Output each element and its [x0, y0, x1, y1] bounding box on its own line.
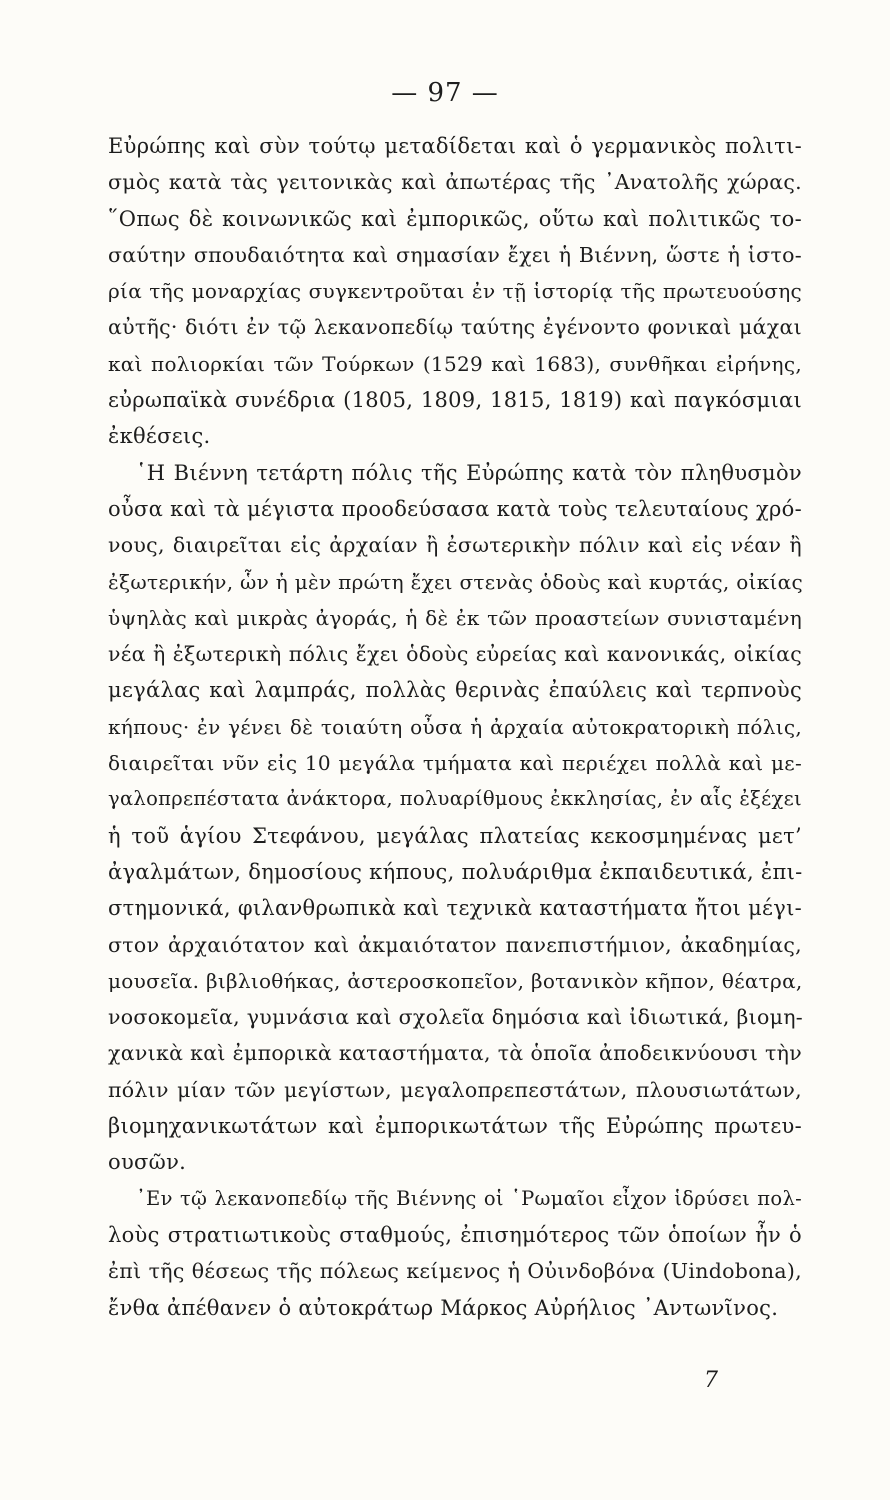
text-line: στημονικά, φιλανθρωπικὰ καὶ τεχνικὰ καταστήματα ἤτοι μέγι- — [108, 896, 802, 921]
text-line: λοὺς στρατιωτικοὺς σταθμούς, ἐπισημότερος τῶν ὁποίων ἦν ὁ — [108, 1222, 802, 1247]
text-line: βιομηχανικωτάτων καὶ ἐμπορικωτάτων τῆς Εὐρώπης πρωτευ- — [108, 1114, 802, 1139]
text-line: ἐκθέσεις. — [108, 424, 211, 449]
text-line: νοσοκομεῖα, γυμνάσια καὶ σχολεῖα δημόσια καὶ ἰδιωτικά, βιομη- — [108, 1005, 804, 1030]
text-line: σμὸς κατὰ τὰς γειτονικὰς καὶ ἀπωτέρας τῆς ᾿Ανατολῆς χώρας. — [108, 170, 802, 195]
text-line: ῾Η Βιέννη τετάρτη πόλις τῆς Εὐρώπης κατὰ τὸν πληθυσμὸν — [136, 460, 802, 485]
text-line: ᾿Εν τῷ λεκανοπεδίῳ τῆς Βιέννης οἱ ῾Ρωμαῖοι εἶχον ἱδρύσει πολ- — [136, 1186, 802, 1210]
text-line: μεγάλας καὶ λαμπράς, πολλὰς θερινὰς ἐπαύλεις καὶ τερπνοὺς — [108, 678, 802, 703]
text-line: εὐρωπαϊκὰ συνέδρια (1805, 1809, 1815, 1819) καὶ παγκόσμιαι — [108, 388, 802, 413]
text-line: ρία τῆς μοναρχίας συγκεντροῦται ἐν τῇ ἱστορίᾳ τῆς πρωτευούσης — [108, 279, 802, 304]
text-line: ἡ τοῦ ἁγίου Στεφάνου, μεγάλας πλατείας κεκοσμημένας μετ’ — [108, 823, 802, 848]
text-line: καὶ πολιορκίαι τῶν Τούρκων (1529 καὶ 1683), συνθῆκαι εἰρήνης, — [108, 351, 802, 376]
text-line: στον ἀρχαιότατον καὶ ἀκμαιότατον πανεπιστήμιον, ἀκαδημίας, — [108, 932, 802, 957]
text-line: ὑψηλὰς καὶ μικρὰς ἀγοράς, ἡ δὲ ἐκ τῶν προαστείων συνισταμένη — [108, 605, 802, 630]
text-line: μουσεῖα. βιβλιοθήκας, ἀστεροσκοπεῖον, βοτανικὸν κῆπον, θέατρα, — [108, 968, 803, 993]
text-line: χανικὰ καὶ ἐμπορικὰ καταστήματα, τὰ ὁποῖα ἀποδεικνύουσι τὴν — [108, 1041, 802, 1066]
text-line: γαλοπρεπέστατα ἀνάκτορα, πολυαρίθμους ἐκκλησίας, ἐν αἷς ἐξέχει — [108, 787, 802, 811]
page-number: — 97 — — [391, 78, 499, 108]
printer-signature-mark: 7 — [704, 1368, 718, 1393]
body-text — [108, 128, 802, 1326]
text-line: ἐξωτερικήν, ὧν ἡ μὲν πρώτη ἔχει στενὰς ὁδοὺς καὶ κυρτάς, οἰκίας — [108, 569, 803, 594]
text-line: νους, διαιρεῖται εἰς ἀρχαίαν ἢ ἐσωτερικὴν πόλιν καὶ εἰς νέαν ἢ — [108, 533, 802, 558]
text-line: διαιρεῖται νῦν εἰς 10 μεγάλα τμήματα καὶ περιέχει πολλὰ καὶ με- — [108, 751, 802, 776]
text-line: πόλιν μίαν τῶν μεγίστων, μεγαλοπρεπεστάτων, πλουσιωτάτων, — [108, 1077, 802, 1102]
text-line: ἐπὶ τῆς θέσεως τῆς πόλεως κείμενος ἡ Οὐινδοβόνα (Uindobona), — [108, 1259, 802, 1284]
text-line: νέα ἢ ἐξωτερικὴ πόλις ἔχει ὁδοὺς εὐρείας καὶ κανονικάς, οἰκίας — [108, 642, 802, 667]
text-line: ουσῶν. — [108, 1150, 187, 1175]
text-line: κήπους· ἐν γένει δὲ τοιαύτη οὖσα ἡ ἀρχαία αὐτοκρατορικὴ πόλις, — [108, 714, 802, 739]
text-line: Εὐρώπης καὶ σὺν τούτῳ μεταδίδεται καὶ ὁ γερμανικὸς πολιτι- — [108, 134, 802, 158]
text-line: οὖσα καὶ τὰ μέγιστα προοδεύσασα κατὰ τοὺς τελευταίους χρό- — [108, 496, 802, 521]
text-line: αὐτῆς· διότι ἐν τῷ λεκανοπεδίῳ ταύτης ἐγένοντο φονικαὶ μάχαι — [108, 315, 802, 340]
text-line: σαύτην σπουδαιότητα καὶ σημασίαν ἔχει ἡ Βιέννη, ὥστε ἡ ἱστο- — [108, 242, 802, 267]
text-line: ἔνθα ἀπέθανεν ὁ αὐτοκράτωρ Μάρκος Αὐρήλιος ᾿Αντωνῖνος. — [108, 1295, 779, 1320]
text-line: ἀγαλμάτων, δημοσίους κήπους, πολυάριθμα ἐκπαιδευτικά, ἐπι- — [108, 859, 803, 884]
text-line: ῞Οπως δὲ κοινωνικῶς καὶ ἐμπορικῶς, οὕτω καὶ πολιτικῶς το- — [108, 206, 802, 231]
